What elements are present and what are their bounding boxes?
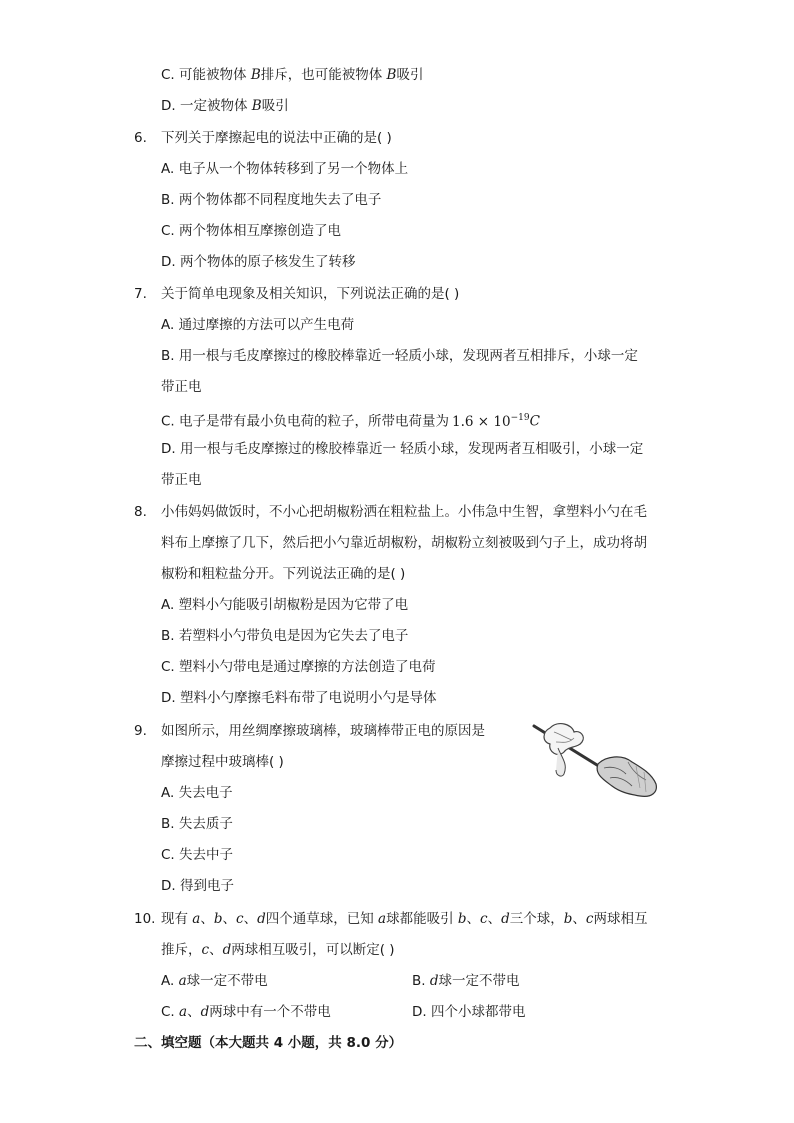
question-stem: 关于简单电现象及相关知识，下列说法正确的是( ) — [161, 286, 460, 302]
option-a: A. a球一定不带电 — [161, 973, 268, 989]
option-d: D. 一定被物体 B吸引 — [161, 98, 289, 114]
question-stem: 如图所示，用丝绸摩擦玻璃棒，玻璃棒带正电的原因是 — [161, 723, 485, 739]
option-b: B. 失去质子 — [161, 816, 233, 832]
option-d: D. 得到电子 — [161, 878, 234, 894]
option-b: B. 两个物体都不同程度地失去了电子 — [161, 192, 382, 208]
charge-unit: C — [529, 413, 540, 430]
question-stem: 小伟妈妈做饭时，不小心把胡椒粉洒在粗粒盐上。小伟急中生智，拿塑料小勺在毛 — [161, 504, 647, 520]
option-d-continued: 带正电 — [161, 472, 202, 488]
option-c: C. 可能被物体 B排斥，也可能被物体 B吸引 — [161, 67, 424, 83]
question-number: 7. — [134, 286, 147, 302]
option-a: A. 通过摩擦的方法可以产生电荷 — [161, 317, 355, 333]
question-stem: 现有 a、b、c、d四个通草球，已知 a球都能吸引 b、c、d三个球，b、c两球相互 — [161, 911, 648, 927]
charge-value: 1.6 × 10 — [452, 413, 511, 430]
hand-rubbing-rod-figure — [528, 718, 660, 800]
option-b: B. d球一定不带电 — [412, 973, 520, 989]
option-d: D. 用一根与毛皮摩擦过的橡胶棒靠近一 轻质小球，发现两者互相吸引，小球一定 — [161, 441, 644, 457]
option-d: D. 塑料小勺摩擦毛料布带了电说明小勺是导体 — [161, 690, 437, 706]
section-heading: 二、填空题（本大题共 4 小题，共 8.0 分） — [134, 1035, 403, 1051]
hand-rubbing-rod-illustration — [528, 718, 660, 800]
option-d: D. 四个小球都带电 — [412, 1004, 526, 1020]
option-c: C. 两个物体相互摩擦创造了电 — [161, 223, 342, 239]
question-stem: 下列关于摩擦起电的说法中正确的是( ) — [161, 130, 392, 146]
question-number: 6. — [134, 130, 147, 146]
question-stem-line3: 椒粉和粗粒盐分开。下列说法正确的是( ) — [161, 566, 406, 582]
question-number: 9. — [134, 723, 147, 739]
option-c: C. 失去中子 — [161, 847, 234, 863]
question-number: 8. — [134, 504, 147, 520]
option-b: B. 用一根与毛皮摩擦过的橡胶棒靠近一轻质小球，发现两者互相排斥，小球一定 — [161, 348, 638, 364]
option-b: B. 若塑料小勺带负电是因为它失去了电子 — [161, 628, 409, 644]
charge-exponent: −19 — [510, 413, 530, 423]
option-a: A. 塑料小勺能吸引胡椒粉是因为它带了电 — [161, 597, 409, 613]
question-stem-line2: 料布上摩擦了几下，然后把小勺靠近胡椒粉，胡椒粉立刻被吸到勺子上，成功将胡 — [161, 535, 647, 551]
option-c: C. 电子是带有最小负电荷的粒子，所带电荷量为 $1.6 \times 10^{-19}C$ — [161, 413, 540, 430]
option-a: A. 电子从一个物体转移到了另一个物体上 — [161, 161, 409, 177]
option-b-continued: 带正电 — [161, 379, 202, 395]
option-d: D. 两个物体的原子核发生了转移 — [161, 254, 356, 270]
question-stem-line2: 摩擦过程中玻璃棒( ) — [161, 754, 284, 770]
option-c: C. 塑料小勺带电是通过摩擦的方法创造了电荷 — [161, 659, 436, 675]
question-number: 10. — [134, 911, 156, 927]
option-a: A. 失去电子 — [161, 785, 233, 801]
option-c: C. a、d两球中有一个不带电 — [161, 1004, 331, 1020]
question-stem-line2: 推斥，c、d两球相互吸引，可以断定( ) — [161, 942, 395, 958]
